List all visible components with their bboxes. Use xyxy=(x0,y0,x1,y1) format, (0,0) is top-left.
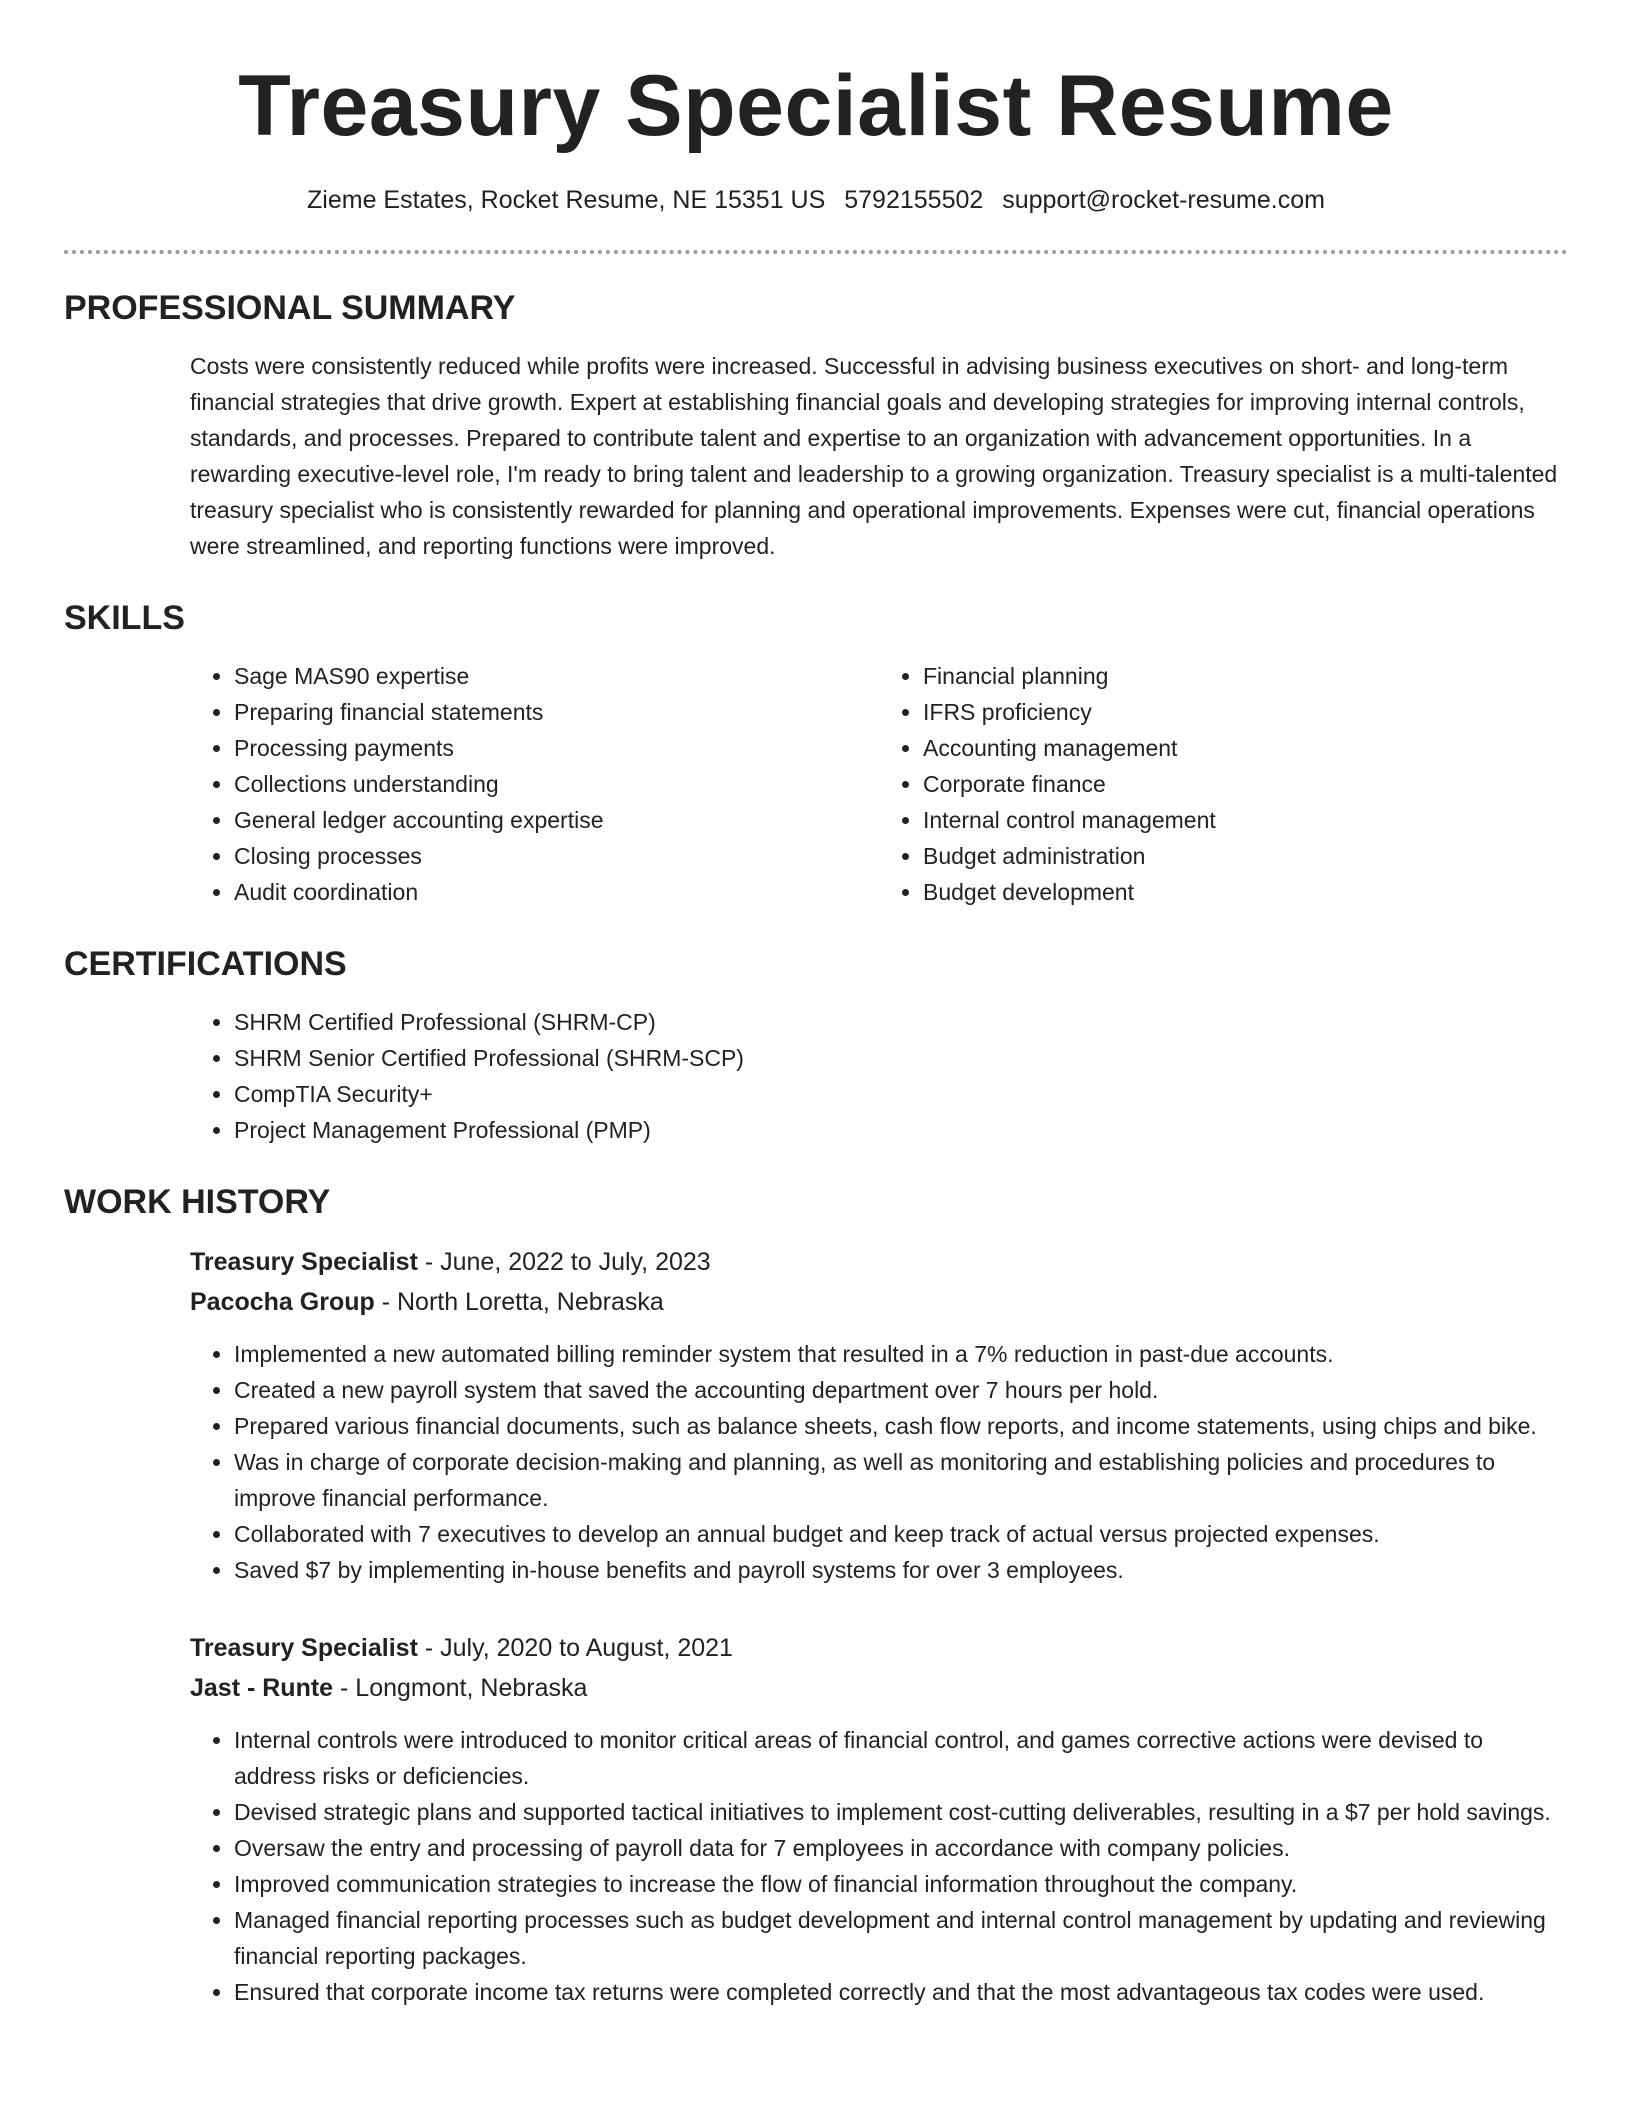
skills-list-right xyxy=(879,658,1568,910)
list-item: • CompTIA Security+ xyxy=(234,1076,1568,1112)
skills-section xyxy=(64,598,1568,910)
list-item: • Collaborated with 7 executives to develop an annual budget and keep track of actual versus projected expenses. xyxy=(234,1516,1568,1552)
job-location: - Longmont, Nebraska xyxy=(333,1674,588,1702)
list-item: • Preparing financial statements xyxy=(234,694,879,730)
skills-list-left xyxy=(190,658,879,910)
skills-grid xyxy=(190,658,1568,910)
list-item: • Oversaw the entry and processing of payroll data for 7 employees in accordance with company policies. xyxy=(234,1830,1568,1866)
list-item: • Managed financial reporting processes such as budget development and internal control management by updating and reviewing financial reporting packages. xyxy=(234,1902,1568,1974)
list-item: • Saved $7 by implementing in-house benefits and payroll systems for over 3 employees. xyxy=(234,1552,1568,1588)
header-divider xyxy=(64,250,1568,254)
work-history-section xyxy=(64,1182,1568,2010)
address-text: Zieme Estates, Rocket Resume, NE 15351 US xyxy=(307,186,826,214)
job-title-line xyxy=(190,1628,1568,1668)
list-item: • SHRM Certified Professional (SHRM-CP) xyxy=(234,1004,1568,1040)
list-item: • Ensured that corporate income tax returns were completed correctly and that the most advantageous tax codes were used. xyxy=(234,1974,1568,2010)
job-dates: - June, 2022 to July, 2023 xyxy=(417,1248,711,1276)
list-item: • Prepared various financial documents, such as balance sheets, cash flow reports, and income statements, using chips and bike. xyxy=(234,1408,1568,1444)
certifications-list xyxy=(190,1004,1568,1148)
list-item: • General ledger accounting expertise xyxy=(234,802,879,838)
list-item: • Financial planning xyxy=(923,658,1568,694)
list-item: • Audit coordination xyxy=(234,874,879,910)
contact-line xyxy=(64,184,1568,216)
skills-heading: SKILLS xyxy=(64,599,185,637)
resume-page xyxy=(64,0,1568,2050)
list-item: • Was in charge of corporate decision-making and planning, as well as monitoring and establishing policies and procedures to improve financial performance. xyxy=(234,1444,1568,1516)
list-item: • Collections understanding xyxy=(234,766,879,802)
list-item: • Devised strategic plans and supported tactical initiatives to implement cost-cutting deliverables, resulting in a $7 per hold savings. xyxy=(234,1794,1568,1830)
summary-section xyxy=(64,288,1568,564)
list-item: • Accounting management xyxy=(923,730,1568,766)
list-item: • Implemented a new automated billing reminder system that resulted in a 7% reduction in past-due accounts. xyxy=(234,1336,1568,1372)
summary-text: Costs were consistently reduced while profits were increased. Successful in advising business executives on short- and long-term financial strategies that drive growth. Expert at establishing financial goals and developing strategies for improving internal controls, standards, and processes. Prepared to contribute talent and expertise to an organization with advancement opportunities. In a rewarding executive-level role, I'm ready to bring talent and leadership to a growing organization. Treasury specialist is a multi-talented treasury specialist who is consistently rewarded for planning and operational improvements. Expenses were cut, financial operations were streamlined, and reporting functions were improved. xyxy=(190,353,1558,559)
job-company-line xyxy=(190,1668,1568,1708)
summary-heading: PROFESSIONAL SUMMARY xyxy=(64,289,516,327)
email-text: support@rocket-resume.com xyxy=(1002,186,1325,214)
list-item: • Improved communication strategies to increase the flow of financial information throughout the company. xyxy=(234,1866,1568,1902)
list-item: • Processing payments xyxy=(234,730,879,766)
job-bullets xyxy=(190,1722,1568,2010)
list-item: • Budget development xyxy=(923,874,1568,910)
job-entry xyxy=(190,1242,1568,1588)
page-title: Treasury Specialist Resume xyxy=(238,58,1394,154)
job-dates: - July, 2020 to August, 2021 xyxy=(417,1634,733,1662)
job-company-line xyxy=(190,1282,1568,1322)
job-title-line xyxy=(190,1242,1568,1282)
list-item: • Sage MAS90 expertise xyxy=(234,658,879,694)
list-item: • Internal controls were introduced to monitor critical areas of financial control, and games corrective actions were devised to address risks or deficiencies. xyxy=(234,1722,1568,1794)
work-history-heading: WORK HISTORY xyxy=(64,1183,331,1221)
list-item: • Project Management Professional (PMP) xyxy=(234,1112,1568,1148)
list-item: • Budget administration xyxy=(923,838,1568,874)
job-company: Jast - Runte xyxy=(190,1674,334,1702)
list-item: • Created a new payroll system that saved the accounting department over 7 hours per hold. xyxy=(234,1372,1568,1408)
certifications-section xyxy=(64,944,1568,1148)
list-item: • Internal control management xyxy=(923,802,1568,838)
list-item: • SHRM Senior Certified Professional (SHRM-SCP) xyxy=(234,1040,1568,1076)
job-role: Treasury Specialist xyxy=(190,1634,418,1662)
resume-header xyxy=(64,56,1568,216)
job-bullets xyxy=(190,1336,1568,1588)
list-item: • Closing processes xyxy=(234,838,879,874)
job-company: Pacocha Group xyxy=(190,1288,375,1316)
job-role: Treasury Specialist xyxy=(190,1248,418,1276)
list-item: • IFRS proficiency xyxy=(923,694,1568,730)
job-location: - North Loretta, Nebraska xyxy=(374,1288,664,1316)
job-entry xyxy=(190,1628,1568,2010)
certifications-heading: CERTIFICATIONS xyxy=(64,945,347,983)
phone-text: 5792155502 xyxy=(844,186,984,214)
list-item: • Corporate finance xyxy=(923,766,1568,802)
